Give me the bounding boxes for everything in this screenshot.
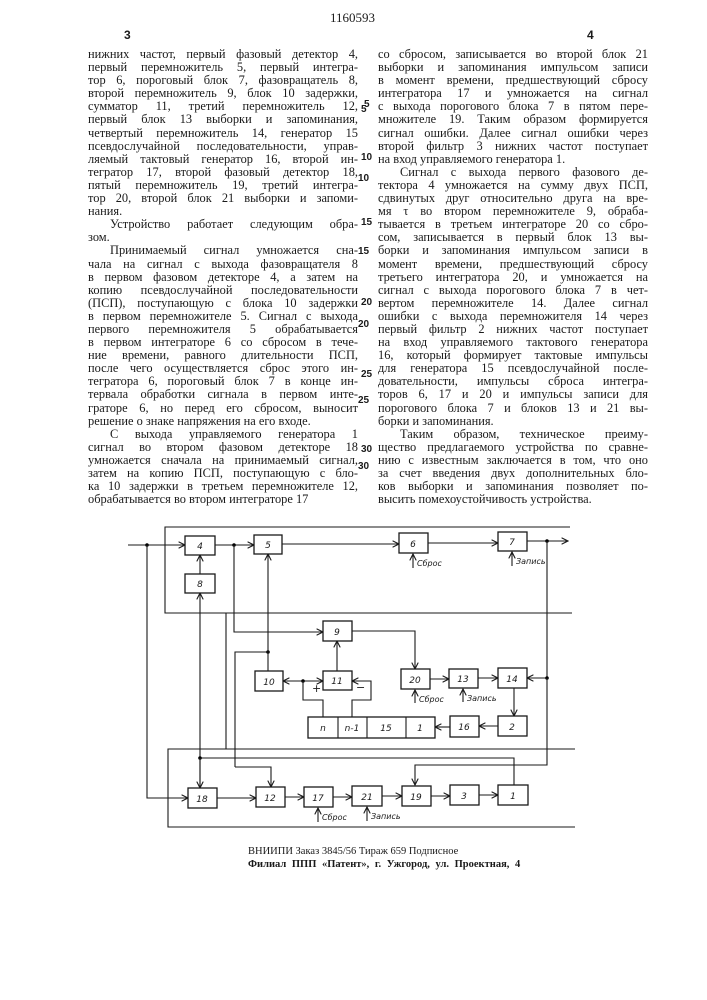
text-line: за счет введения двух дополнительных бло- <box>378 467 648 480</box>
page-number-right: 4 <box>587 28 594 42</box>
reset-label: Сброс <box>419 695 444 704</box>
text-line: мя τ во втором перемножителе 9, обраба- <box>378 205 648 218</box>
block-3 <box>450 785 479 805</box>
block-16 <box>450 716 479 737</box>
text-line: борки и запоминания. <box>378 415 648 428</box>
text-line: тегратора 6, пороговый блок 7 в конце ин- <box>88 375 358 388</box>
text-line: порогового блока 7 и блоков 13 и 21 вы- <box>378 402 648 415</box>
block-14 <box>498 668 527 688</box>
text-line: момент времени, предшествующий сбросу <box>378 258 648 271</box>
text-line: ляемый тактовый генератор 16, второй ин- <box>88 153 358 166</box>
text-line: для генератора 15 псевдослучайной после- <box>378 362 648 375</box>
text-line: сигнал во втором фазовом детекторе 18 <box>88 441 358 454</box>
block-17 <box>304 787 333 807</box>
text-line: в первом перемножителе 5. Сигнал с выхода <box>88 310 358 323</box>
text-line: тор 6, пороговый блок 7, фазовращатель 8, <box>88 74 358 87</box>
text-line: ние времени, равного длительности ПСП, <box>88 349 358 362</box>
svg-text:8: 8 <box>197 580 203 590</box>
text-line: 16, который формирует тактовые импульсы <box>378 349 648 362</box>
svg-text:4: 4 <box>197 542 203 552</box>
svg-text:20: 20 <box>409 676 421 686</box>
line-number: 30 <box>358 461 369 472</box>
svg-text:3: 3 <box>461 792 467 802</box>
line-number: 5 <box>361 104 367 115</box>
text-line: псевдослучайной последовательности, управ- <box>88 140 358 153</box>
svg-text:7: 7 <box>509 538 515 548</box>
text-line: сом, записывается в первый блок 13 вы- <box>378 231 648 244</box>
text-line: сигнал ошибки. Далее сигнал ошибки через <box>378 127 648 140</box>
svg-text:1: 1 <box>510 792 516 802</box>
text-line: сигнал с выхода порогового блока 7 в чет- <box>378 284 648 297</box>
text-line: интегратора 17 и умножается на сигнал <box>378 87 648 100</box>
line-number: 25 <box>361 369 372 380</box>
text-line: затем на копию ПСП, поступающую с бло- <box>88 467 358 480</box>
text-line: с выхода порогового блока 7 в пятом пере- <box>378 100 648 113</box>
text-line: в первом интеграторе 6 со сбросом в тече- <box>88 336 358 349</box>
block-13 <box>449 669 478 688</box>
text-line: после чего осуществляется сброс этого ин- <box>88 362 358 375</box>
text-line: ков выборки и запоминания позволяет по- <box>378 480 648 493</box>
svg-text:1: 1 <box>417 724 423 734</box>
block-18 <box>188 788 217 808</box>
block-12 <box>256 787 285 807</box>
svg-text:19: 19 <box>410 793 422 803</box>
line-number: 15 <box>358 246 369 257</box>
text-line: граторе 6, но перед его сбросом, выносит <box>88 402 358 415</box>
reset-label: Сброс <box>417 559 442 568</box>
text-line: нижних частот, первый фазовый детектор 4, <box>88 48 358 61</box>
line-number: 10 <box>358 173 369 184</box>
text-line: первый перемножитель 5, первый интегра- <box>88 61 358 74</box>
text-line: зом. <box>88 231 358 244</box>
register-15 <box>308 717 435 738</box>
line-number: 15 <box>361 217 372 228</box>
svg-text:2: 2 <box>509 723 515 733</box>
text-line: со сбросом, записывается во второй блок 21 <box>378 48 648 61</box>
block-2 <box>498 716 527 736</box>
svg-text:10: 10 <box>263 678 275 688</box>
write-label: Запись <box>516 557 546 566</box>
text-line: на вход управляемого генератора 1. <box>378 153 648 166</box>
text-line: в момент времени, предшествующий сбросу <box>378 74 648 87</box>
text-line: первого перемножителя 5 обрабатывается <box>88 323 358 336</box>
block-8 <box>185 574 215 593</box>
line-number: 30 <box>361 444 372 455</box>
text-line: копию псевдослучайной последовательности <box>88 284 358 297</box>
text-line: множителе 19. Таким образом формируется <box>378 113 648 126</box>
text-line: умножается сначала на принимаемый сигнал, <box>88 454 358 467</box>
patent-number: 1160593 <box>330 10 375 26</box>
plus-sign: + <box>312 682 321 695</box>
block-6 <box>399 533 428 553</box>
text-line: нию с известным заключается в том, что оно <box>378 454 648 467</box>
text-line: третьего интегратора 20, и умножается на <box>378 271 648 284</box>
footer-line-2: Филиал ППП «Патент», г. Ужгород, ул. Проектная, 4 <box>248 859 520 870</box>
text-line: второй перемножитель 9, блок 10 задержки, <box>88 87 358 100</box>
svg-text:18: 18 <box>196 795 208 805</box>
text-line: тектора 4 умножается на сумму двух ПСП, <box>378 179 648 192</box>
text-line: торов 6, 17 и 20 и импульсы записи для <box>378 388 648 401</box>
text-line: довательности, импульсы сброса интегра- <box>378 375 648 388</box>
line-number: 20 <box>358 319 369 330</box>
svg-text:11: 11 <box>331 677 342 687</box>
write-label: Запись <box>371 812 401 821</box>
text-line: сумматор 11, третий перемножитель 12, <box>88 100 358 113</box>
text-line: четвертый перемножитель 14, генератор 15 <box>88 127 358 140</box>
minus-sign: − <box>356 681 365 694</box>
block-9 <box>323 621 352 641</box>
text-line: обрабатывается во втором интеграторе 17 <box>88 493 358 506</box>
svg-text:14: 14 <box>506 675 518 685</box>
text-line: решение о знаке напряжения на его входе. <box>88 415 358 428</box>
text-line: сдвинутых друг относительно друга на вре- <box>378 192 648 205</box>
svg-text:5: 5 <box>265 541 271 551</box>
text-line: С выхода управляемого генератора 1 <box>88 428 358 441</box>
svg-text:n-1: n-1 <box>345 724 360 734</box>
svg-text:9: 9 <box>334 628 340 638</box>
text-line: ошибки с выхода перемножителя 14 через <box>378 310 648 323</box>
text-line: Таким образом, техническое преиму- <box>378 428 648 441</box>
text-line: чала на сигнал с выхода фазовращателя 8 <box>88 258 358 271</box>
text-line: высить помехоустойчивость устройства. <box>378 493 648 506</box>
text-line: первый блок 13 выборки и запоминания, <box>88 113 358 126</box>
text-line: борки и запоминания импульсом записи в <box>378 244 648 257</box>
block-10 <box>255 671 283 691</box>
text-line: на вход управляемого тактового генератора <box>378 336 648 349</box>
text-line: второй фильтр 3 нижних частот поступает <box>378 140 648 153</box>
svg-text:12: 12 <box>264 794 276 804</box>
text-line: первый фильтр 2 нижних частот поступает <box>378 323 648 336</box>
text-line: щество предлагаемого устройства по сравне- <box>378 441 648 454</box>
text-line: тор 20, второй блок 21 выборки и запоми- <box>88 192 358 205</box>
text-line: Устройство работает следующим обра- <box>88 218 358 231</box>
text-line: (ПСП), поступающую с блока 10 задержки <box>88 297 358 310</box>
block-11 <box>323 671 352 690</box>
line-number: 10 <box>361 152 372 163</box>
line-number: 25 <box>358 395 369 406</box>
text-line: Принимаемый сигнал умножается сна- <box>88 244 358 257</box>
line-number: 20 <box>361 297 372 308</box>
text-line: пятый перемножитель 19, третий интегра- <box>88 179 358 192</box>
svg-text:6: 6 <box>410 540 416 550</box>
text-line: ка 10 задержки в третьем перемножителе 12, <box>88 480 358 493</box>
block-1 <box>498 785 528 805</box>
svg-text:15: 15 <box>380 724 392 734</box>
block-21 <box>352 786 382 806</box>
page-number-left: 3 <box>124 28 131 42</box>
footer-line-1: ВНИИПИ Заказ 3845/56 Тираж 659 Подписное <box>248 846 458 857</box>
block-20 <box>401 669 430 689</box>
svg-text:13: 13 <box>457 675 469 685</box>
block-5 <box>254 535 282 554</box>
text-line: в первом фазовом детекторе 4, а затем на <box>88 271 358 284</box>
block-7 <box>498 532 527 551</box>
text-line: тывается в третьем интеграторе 20 со сбро- <box>378 218 648 231</box>
svg-text:17: 17 <box>312 794 324 804</box>
svg-text:n: n <box>320 724 326 734</box>
svg-text:21: 21 <box>361 793 372 803</box>
svg-text:16: 16 <box>458 723 470 733</box>
reset-label: Сброс <box>322 813 347 822</box>
line-number: 5 <box>364 99 370 110</box>
text-line: вертом перемножителе 14. Далее сигнал <box>378 297 648 310</box>
text-line: выборки и запоминания импульсом записи <box>378 61 648 74</box>
text-line: Сигнал с выхода первого фазового де- <box>378 166 648 179</box>
write-label: Запись <box>467 694 497 703</box>
block-4 <box>185 536 215 555</box>
text-line: тегратор 17, второй фазовый детектор 18, <box>88 166 358 179</box>
block-19 <box>402 786 431 806</box>
text-line: тервала обработки сигнала в первом инте- <box>88 388 358 401</box>
text-line: нания. <box>88 205 358 218</box>
